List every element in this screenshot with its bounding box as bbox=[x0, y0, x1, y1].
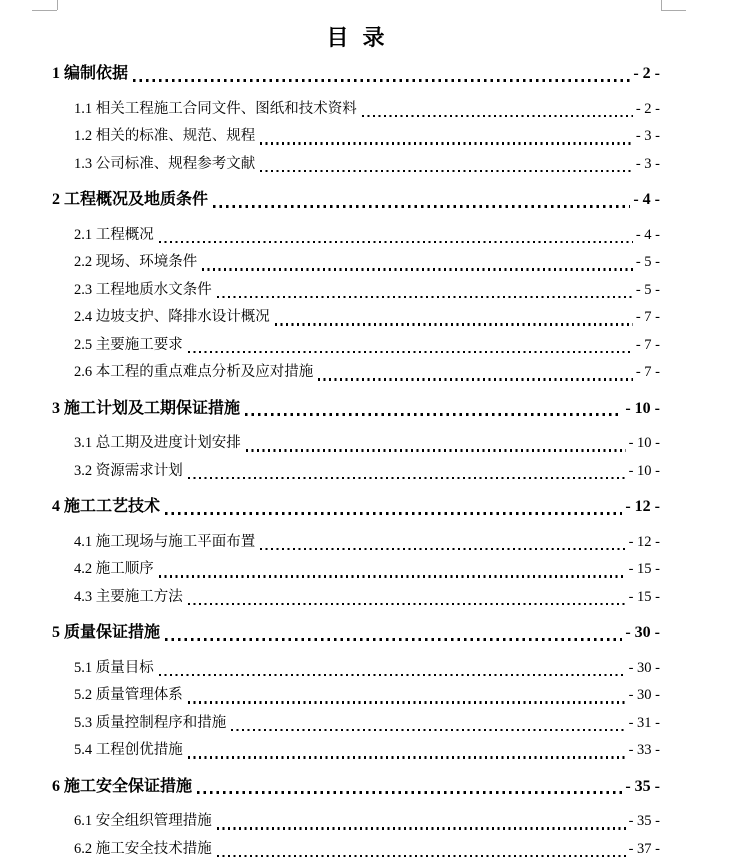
toc-entry-page: - 3 - bbox=[635, 155, 660, 172]
toc-entry-page: - 4 - bbox=[635, 226, 660, 243]
toc-entry-label: 5.3 质量控制程序和措施 bbox=[74, 714, 227, 731]
dot-leader bbox=[245, 413, 622, 416]
toc-entry-label: 5.1 质量目标 bbox=[74, 659, 154, 676]
toc-entry[interactable] bbox=[52, 222, 660, 250]
dot-leader bbox=[165, 512, 622, 515]
toc-entry-label: 2.6 本工程的重点难点分析及应对措施 bbox=[74, 364, 314, 380]
toc-entry[interactable] bbox=[52, 359, 660, 387]
table-of-contents bbox=[52, 60, 660, 863]
dot-leader bbox=[231, 729, 625, 732]
toc-entry[interactable] bbox=[52, 395, 660, 423]
toc-entry[interactable] bbox=[52, 808, 660, 836]
toc-entry-page: - 7 - bbox=[635, 309, 660, 325]
toc-entry[interactable] bbox=[52, 619, 660, 647]
toc-entry[interactable] bbox=[52, 304, 660, 332]
dot-leader bbox=[260, 142, 633, 145]
toc-entry-page: - 37 - bbox=[628, 840, 660, 857]
toc-entry-page: - 7 - bbox=[635, 336, 660, 353]
toc-entry-page: - 30 - bbox=[625, 624, 660, 641]
dot-leader bbox=[318, 378, 633, 381]
toc-entry[interactable] bbox=[52, 584, 660, 612]
dot-leader bbox=[217, 855, 626, 858]
page-content bbox=[52, 0, 660, 863]
dot-leader bbox=[362, 115, 633, 118]
toc-entry-page: - 30 - bbox=[628, 659, 660, 676]
toc-entry-page: - 10 - bbox=[625, 399, 660, 417]
toc-entry[interactable] bbox=[52, 332, 660, 360]
toc-entry-label: 6.2 施工安全技术措施 bbox=[74, 840, 212, 857]
dot-leader bbox=[275, 323, 633, 326]
toc-entry-label: 2.1 工程概况 bbox=[74, 226, 154, 243]
toc-entry-page: - 35 - bbox=[628, 813, 660, 829]
toc-entry-label: 2 工程概况及地质条件 bbox=[52, 191, 209, 208]
toc-entry-page: - 5 - bbox=[635, 254, 660, 270]
toc-entry[interactable] bbox=[52, 249, 660, 277]
toc-entry-page: - 10 - bbox=[628, 435, 660, 451]
toc-entry-label: 3 施工计划及工期保证措施 bbox=[52, 399, 241, 417]
toc-entry-label: 6.1 安全组织管理措施 bbox=[74, 813, 212, 829]
toc-entry-label: 4 施工工艺技术 bbox=[52, 498, 161, 515]
toc-entry[interactable] bbox=[52, 529, 660, 557]
toc-entry-page: - 33 - bbox=[628, 742, 660, 758]
dot-leader bbox=[197, 791, 622, 794]
toc-entry[interactable] bbox=[52, 556, 660, 584]
toc-entry-label: 5.2 质量管理体系 bbox=[74, 687, 183, 703]
dot-leader bbox=[260, 170, 633, 173]
dot-leader bbox=[188, 756, 626, 759]
dot-leader bbox=[188, 477, 626, 480]
dot-leader bbox=[159, 241, 633, 244]
toc-entry[interactable] bbox=[52, 682, 660, 710]
dot-leader bbox=[165, 638, 622, 641]
toc-entry-page: - 4 - bbox=[633, 191, 660, 208]
toc-entry-label: 2.2 现场、环境条件 bbox=[74, 254, 198, 270]
toc-entry-page: - 15 - bbox=[628, 561, 660, 577]
toc-entry-page: - 35 - bbox=[625, 777, 660, 795]
toc-entry[interactable] bbox=[52, 96, 660, 124]
toc-entry-page: - 3 - bbox=[635, 128, 660, 144]
toc-entry-page: - 12 - bbox=[625, 498, 660, 515]
toc-entry[interactable] bbox=[52, 836, 660, 863]
toc-entry[interactable] bbox=[52, 123, 660, 151]
toc-entry-label: 1.1 相关工程施工合同文件、图纸和技术资料 bbox=[74, 100, 357, 117]
toc-entry[interactable] bbox=[52, 655, 660, 683]
toc-entry[interactable] bbox=[52, 493, 660, 521]
toc-entry-label: 2.3 工程地质水文条件 bbox=[74, 281, 212, 298]
toc-entry-label: 6 施工安全保证措施 bbox=[52, 777, 193, 795]
dot-leader bbox=[217, 296, 633, 299]
dot-leader bbox=[133, 79, 630, 82]
toc-entry-label: 4.1 施工现场与施工平面布置 bbox=[74, 533, 256, 550]
toc-entry-page: - 10 - bbox=[628, 462, 660, 479]
dot-leader bbox=[159, 575, 626, 578]
toc-entry[interactable] bbox=[52, 737, 660, 765]
toc-entry[interactable] bbox=[52, 430, 660, 458]
dot-leader bbox=[213, 205, 630, 208]
dot-leader bbox=[188, 603, 626, 606]
dot-leader bbox=[246, 449, 626, 452]
dot-leader bbox=[217, 827, 626, 830]
toc-entry[interactable] bbox=[52, 773, 660, 801]
toc-entry-page: - 5 - bbox=[635, 281, 660, 298]
toc-entry[interactable] bbox=[52, 186, 660, 214]
toc-entry-label: 4.3 主要施工方法 bbox=[74, 588, 183, 605]
toc-entry-label: 3.1 总工期及进度计划安排 bbox=[74, 435, 241, 451]
toc-entry-label: 1.3 公司标准、规程参考文献 bbox=[74, 155, 256, 172]
toc-entry[interactable] bbox=[52, 458, 660, 486]
toc-entry-label: 2.4 边坡支护、降排水设计概况 bbox=[74, 309, 270, 325]
toc-entry-page: - 2 - bbox=[635, 100, 660, 117]
toc-entry-label: 1.2 相关的标准、规范、规程 bbox=[74, 128, 256, 144]
toc-entry-label: 5 质量保证措施 bbox=[52, 624, 161, 641]
dot-leader bbox=[159, 674, 626, 677]
dot-leader bbox=[260, 548, 625, 551]
margin-crop-mark-right-horizontal bbox=[661, 10, 686, 11]
toc-entry-page: - 2 - bbox=[633, 65, 660, 82]
toc-entry-page: - 7 - bbox=[635, 364, 660, 380]
toc-entry-label: 5.4 工程创优措施 bbox=[74, 742, 183, 758]
toc-entry-page: - 12 - bbox=[628, 533, 660, 550]
margin-crop-mark-right-vertical bbox=[661, 0, 662, 10]
toc-entry[interactable] bbox=[52, 710, 660, 738]
toc-entry-label: 4.2 施工顺序 bbox=[74, 561, 154, 577]
toc-entry[interactable] bbox=[52, 277, 660, 305]
toc-entry-label: 1 编制依据 bbox=[52, 65, 129, 82]
toc-entry-label: 2.5 主要施工要求 bbox=[74, 336, 183, 353]
dot-leader bbox=[188, 701, 626, 704]
toc-entry-label: 3.2 资源需求计划 bbox=[74, 462, 183, 479]
toc-entry[interactable] bbox=[52, 151, 660, 179]
toc-entry-page: - 31 - bbox=[628, 714, 660, 731]
toc-entry-page: - 15 - bbox=[628, 588, 660, 605]
toc-entry[interactable] bbox=[52, 60, 660, 88]
toc-entry-page: - 30 - bbox=[628, 687, 660, 703]
toc-title: 目 录 bbox=[326, 25, 386, 50]
dot-leader bbox=[188, 351, 633, 354]
dot-leader bbox=[202, 268, 633, 271]
